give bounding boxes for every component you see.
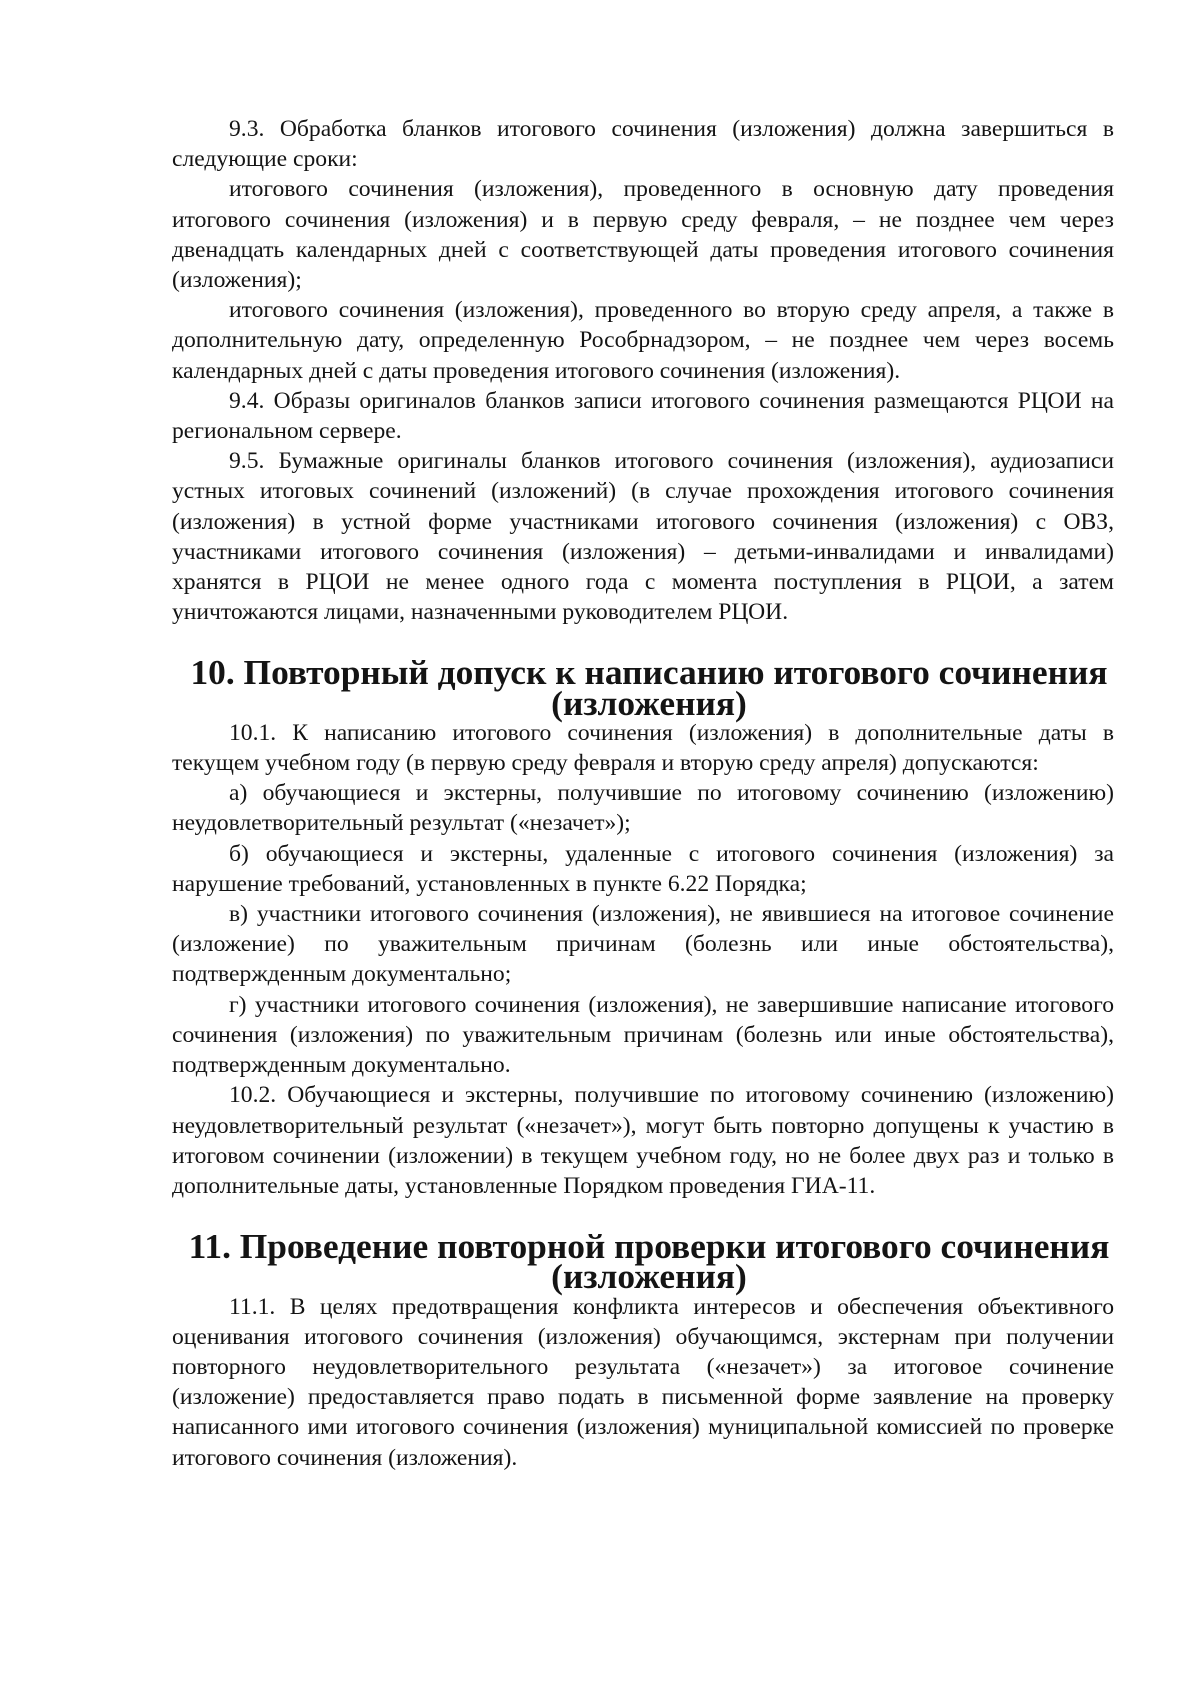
- paragraph-9-4: 9.4. Образы оригиналов бланков записи итогового сочинения размещаются РЦОИ на региональном сервере.: [172, 387, 1114, 445]
- paragraph-9-3: 9.3. Обработка бланков итогового сочинения (изложения) должна завершиться в следующие сроки:: [172, 116, 1114, 173]
- paragraph-10-1-g: г) участники итогового сочинения (изложения), не завершившие написание итогового сочинения (изложения) по уважительным причинам (болезнь или иные обстоятельства), подтвержденным документально.: [172, 991, 1114, 1079]
- paragraph-9-3-term-april: итогового сочинения (изложения), проведенного во вторую среду апреля, а также в дополнительную дату, определенную Рособрнадзором, – не позднее чем через восемь календарных дней с даты проведения итогового сочинения (изложения).: [172, 297, 1114, 384]
- paragraph-10-1-b: б) обучающиеся и экстерны, удаленные с итогового сочинения (изложения) за нарушение требований, установленных в пункте 6.22 Порядка;: [172, 840, 1114, 897]
- paragraph-10-2: 10.2. Обучающиеся и экстерны, получившие по итоговому сочинению (изложению) неудовлетворительный результат («незачет»), могут быть повторно допущены к участию в итоговом сочинении (изложении) в текущем учебном году, но не более двух раз и только в дополнительные даты, установленные Порядком проведения ГИА-11.: [172, 1082, 1114, 1199]
- paragraph-11-1: 11.1. В целях предотвращения конфликта интересов и обеспечения объективного оценивания итогового сочинения (изложения) обучающимся, экстернам при получении повторного неудовлетворительного результата («незачет») за итоговое сочинение (изложение) предоставляется право подать в письменной форме заявление на проверку написанного ими итогового сочинения (изложения) муниципальной комиссией по проверке итогового сочинения (изложения).: [172, 1293, 1114, 1471]
- paragraph-9-3-term-main: итогового сочинения (изложения), проведенного в основную дату проведения итогового сочинения (изложения) и в первую среду февраля, – не позднее чем через двенадцать календарных дней с соответствующей даты проведения итогового сочинения (изложения);: [172, 176, 1114, 294]
- section-11-heading: 11. Проведение повторной проверки итогового сочинения (изложения): [188, 1226, 1110, 1297]
- section-10-heading: 10. Повторный допуск к написанию итогового сочинения (изложения): [190, 652, 1108, 723]
- paragraph-10-1: 10.1. К написанию итогового сочинения (изложения) в дополнительные даты в текущем учебном году (в первую среду февраля и вторую среду апреля) допускаются:: [172, 719, 1114, 777]
- paragraph-10-1-v: в) участники итогового сочинения (изложения), не явившиеся на итоговое сочинение (изложение) по уважительным причинам (болезнь или иные обстоятельства), подтвержденным документально;: [172, 901, 1114, 988]
- paragraph-10-1-a: а) обучающиеся и экстерны, получившие по итоговому сочинению (изложению) неудовлетворительный результат («незачет»);: [172, 780, 1114, 837]
- paragraph-9-5: 9.5. Бумажные оригиналы бланков итогового сочинения (изложения), аудиозаписи устных итоговых сочинений (изложений) (в случае прохождения итогового сочинения (изложения) в устной форме участниками итогового сочинения (изложения) с ОВЗ, участниками итогового сочинения (изложения) – детьми-инвалидами и инвалидами) хранятся в РЦОИ не менее одного года с момента поступления в РЦОИ, а затем уничтожаются лицами, назначенными руководителем РЦОИ.: [172, 448, 1114, 626]
